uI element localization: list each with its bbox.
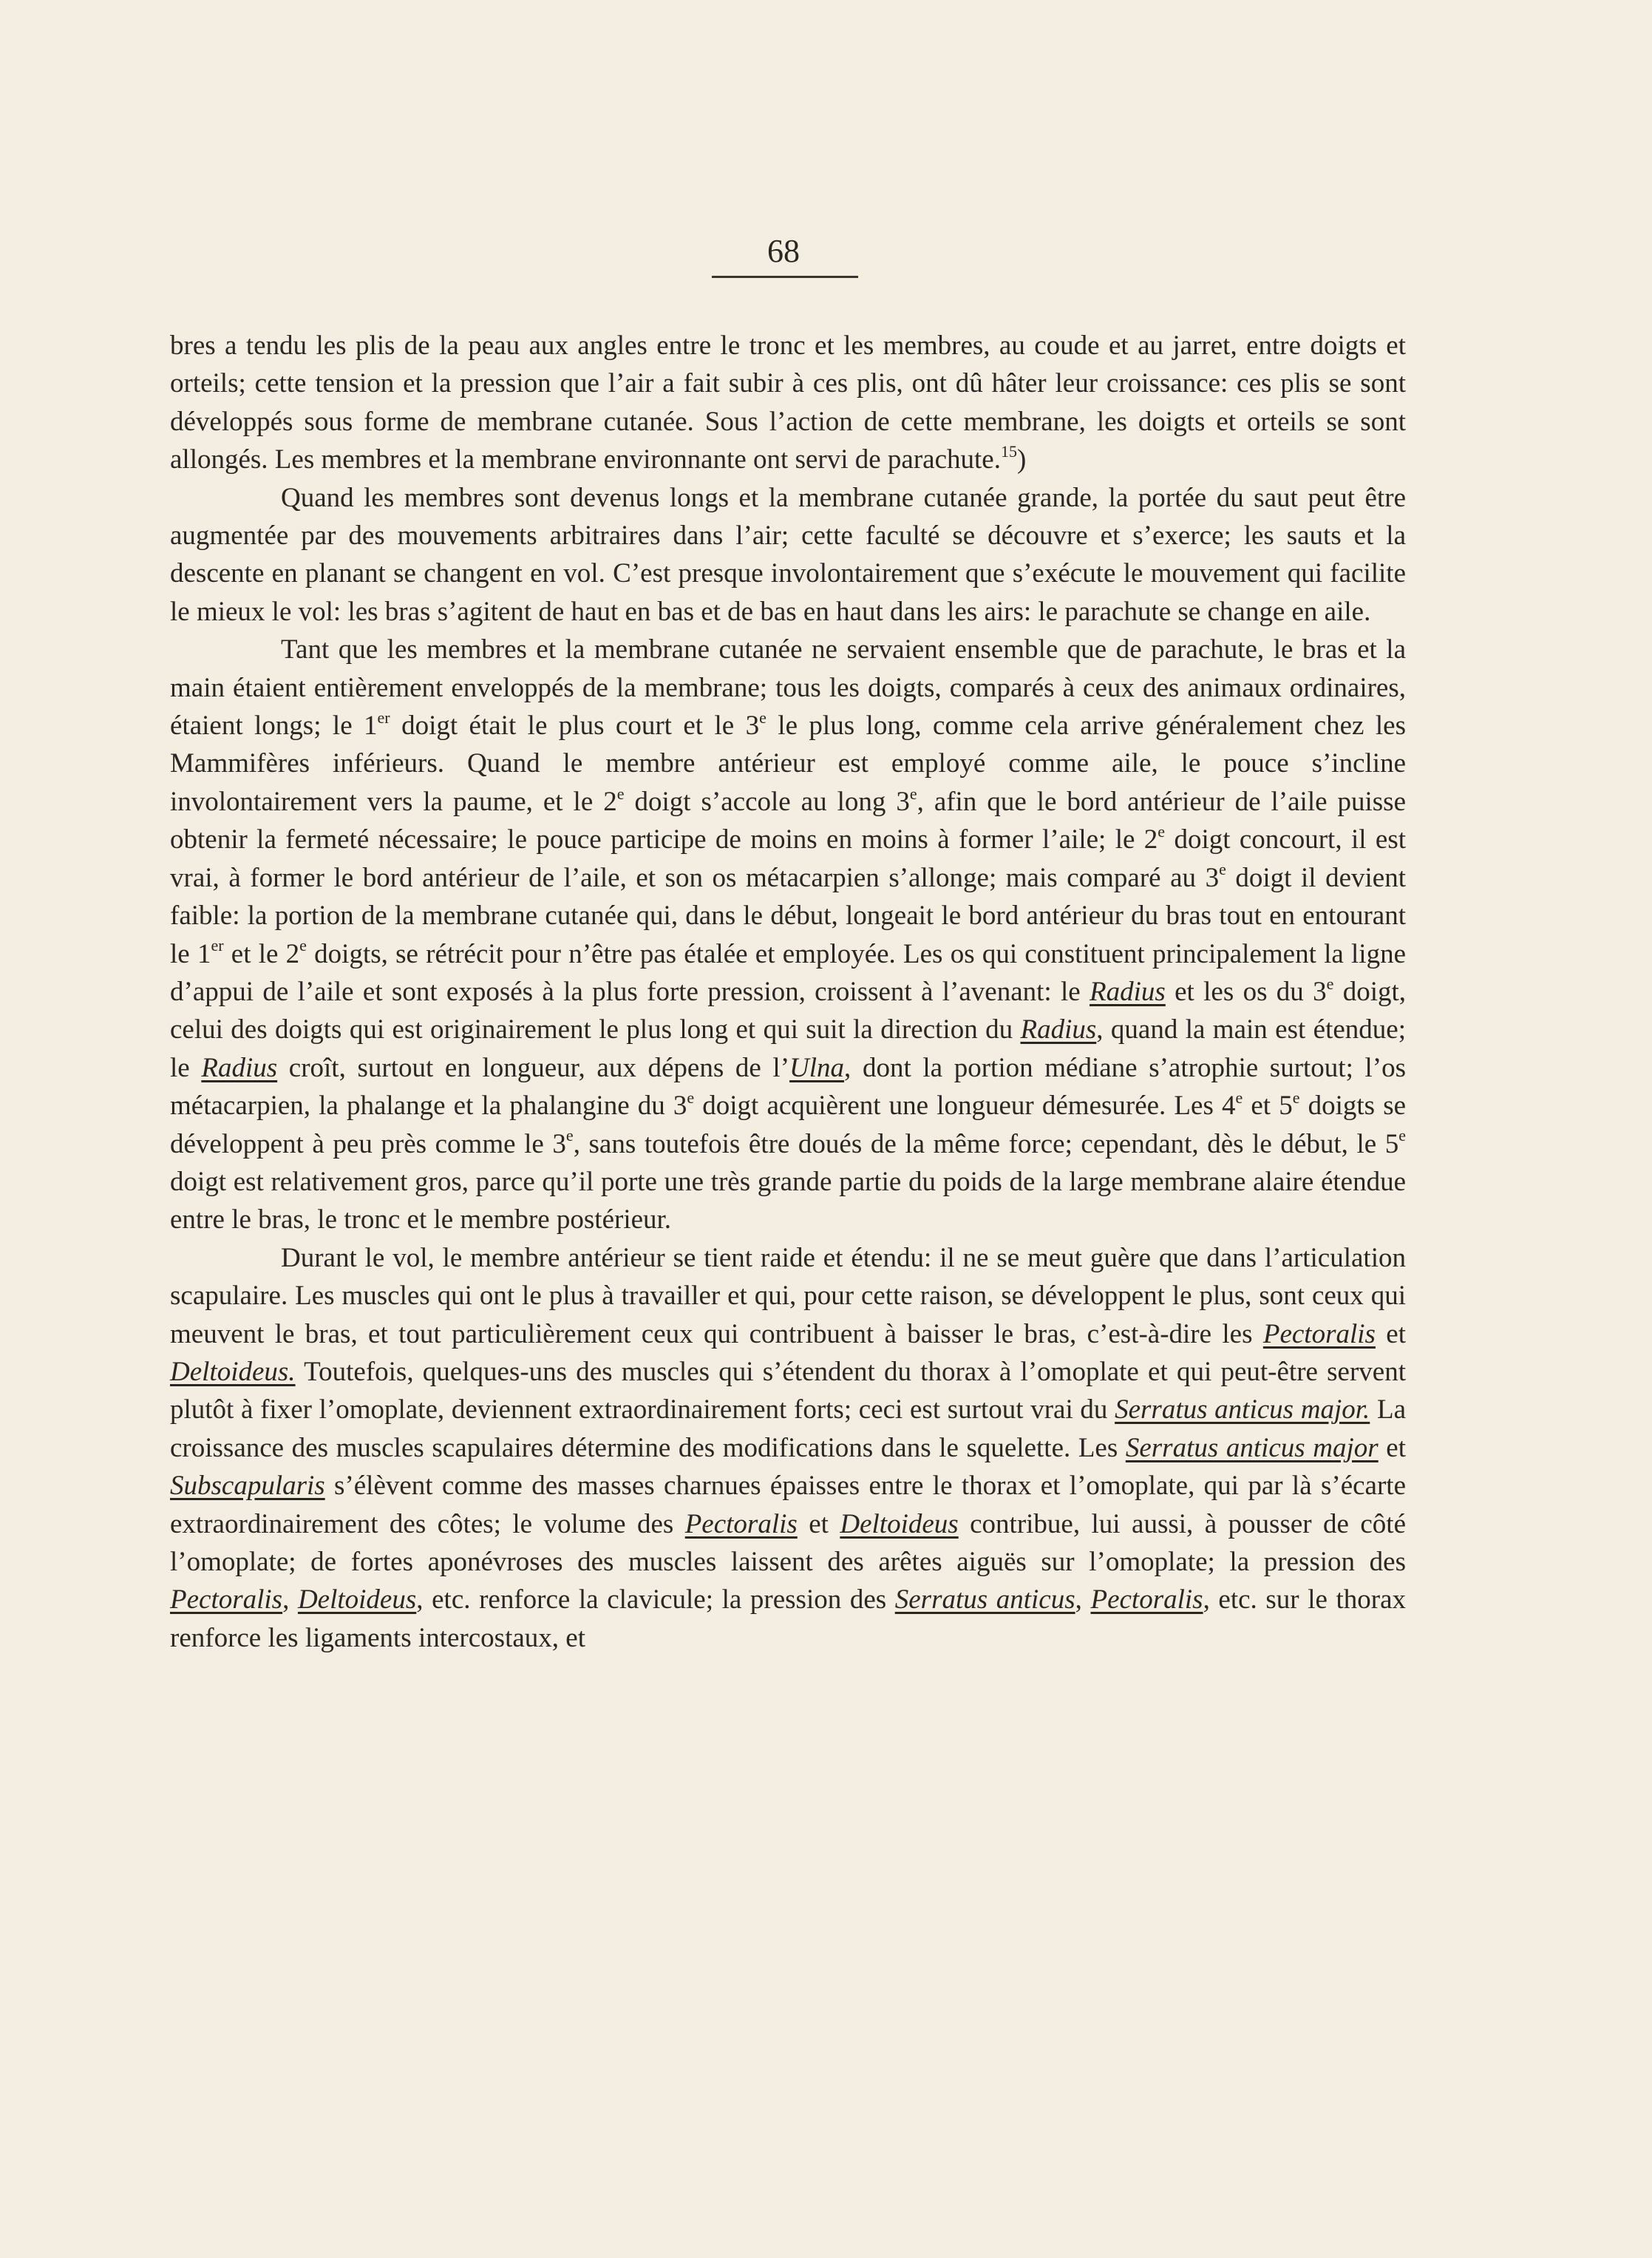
- text-run: La croissance des muscles scapulaires détermine des modifications dans le squelette. Les: [170, 1394, 1406, 1463]
- page-number: 68: [767, 233, 800, 269]
- text-run: et les os du 3: [1165, 976, 1327, 1007]
- superscript: e: [616, 784, 625, 803]
- text-run: et 5: [1243, 1091, 1293, 1122]
- superscript: e: [565, 1126, 574, 1145]
- text-run: , quand la main est étendue; le: [170, 1014, 1406, 1083]
- text-run: , afin que le bord antérieur de l’aile puisse obtenir la fermeté nécessaire; le pouce participe de moins en moins à former l’aile; le 2: [170, 786, 1406, 855]
- superscript: e: [299, 936, 307, 955]
- latin-term: Radius: [1020, 1014, 1097, 1045]
- text-run: bres a tendu les plis de la peau aux angles entre le tronc et les membres, au coude et au jarret, entre doigts et orteils; cette tension et la pression que l’air a fait subir à ces plis, ont dû hâter leur croissance: ces plis se sont développés sous forme de membrane cutanée. Sous l’action de cette membrane, les doigts et orteils se sont allongés. Les membres et la membrane environnante ont servi de parachute.: [170, 330, 1406, 475]
- superscript: e: [687, 1088, 695, 1107]
- body-text: [170, 327, 1406, 1657]
- latin-term: Radius: [201, 1052, 278, 1083]
- text-run: doigt acquièrent une longueur démesurée. Les 4: [694, 1091, 1236, 1122]
- superscript: er: [211, 936, 224, 955]
- text-run: , dont la portion médiane s’atrophie surtout; l’os métacarpien, la phalange et la phalangine du 3: [170, 1052, 1407, 1122]
- latin-term: Pectoralis: [1262, 1318, 1376, 1349]
- paragraph-2: [170, 479, 1406, 631]
- superscript: e: [1235, 1088, 1243, 1107]
- latin-term: Serratus anticus major: [1125, 1432, 1379, 1463]
- superscript: 15: [1000, 441, 1017, 461]
- superscript: e: [759, 708, 766, 727]
- text-run: ,: [282, 1584, 298, 1615]
- superscript: e: [1219, 860, 1226, 879]
- latin-term: Pectoralis: [684, 1508, 798, 1539]
- text-run: , etc. renforce la clavicule; la pression des: [416, 1584, 895, 1615]
- text-run: Durant le vol, le membre antérieur se tient raide et étendu: il ne se meut guère que dans l’articulation scapulaire. Les muscles qui ont le plus à travailler et qui, pour cette raison, se développent le plus, sont ceux qui meuvent le bras, et tout particulièrement ceux qui contribuent à baisser le bras, c’est-à-dire les: [170, 1242, 1406, 1349]
- text-run: ): [1016, 444, 1027, 475]
- paragraph-4: [170, 1239, 1406, 1657]
- superscript: e: [1398, 1126, 1407, 1145]
- text-run: et le 2: [223, 938, 300, 969]
- text-run: doigts, se rétrécit pour n’être pas étalée et employée. Les os qui constituent principalement la ligne d’appui de l’aile et sont exposés à la plus forte pression, croissent à l’avenant: le: [170, 938, 1407, 1007]
- superscript: e: [909, 784, 917, 803]
- latin-term: Serratus anticus major.: [1115, 1394, 1370, 1425]
- latin-term: Deltoideus.: [170, 1356, 296, 1387]
- latin-term: Deltoideus: [297, 1584, 417, 1615]
- text-run: doigt était le plus court et le 3: [390, 711, 760, 742]
- latin-term: Ulna: [789, 1052, 845, 1083]
- text-run: et: [1375, 1318, 1407, 1349]
- text-run: et: [797, 1508, 840, 1539]
- text-run: doigts se développent à peu près comme le 3: [170, 1091, 1407, 1159]
- text-run: , etc. sur le thorax renforce les ligaments intercostaux, et: [170, 1584, 1407, 1653]
- text-run: doigt concourt, il est vrai, à former le bord antérieur de l’aile, et son os métacarpien s’allonge; mais comparé au 3: [170, 824, 1407, 893]
- superscript: e: [1292, 1088, 1300, 1107]
- latin-term: Pectoralis: [1090, 1584, 1203, 1615]
- text-run: doigt, celui des doigts qui est originairement le plus long et qui suit la direction du: [170, 976, 1407, 1045]
- latin-term: Deltoideus: [840, 1508, 959, 1539]
- superscript: e: [1326, 974, 1334, 993]
- text-run: ,: [1075, 1584, 1091, 1615]
- paragraph-3: [170, 631, 1406, 1239]
- text-run: doigt il devient faible: la portion de la membrane cutanée qui, dans le début, longeait le bord antérieur du bras tout en entourant le 1: [170, 862, 1406, 969]
- latin-term: Radius: [1090, 976, 1166, 1007]
- latin-term: Subscapularis: [170, 1471, 325, 1502]
- superscript: er: [377, 708, 390, 727]
- paragraph-1: [170, 327, 1406, 479]
- latin-term: Pectoralis: [170, 1584, 283, 1615]
- text-run: doigt s’accole au long 3: [624, 786, 910, 817]
- text-run: contribue, lui aussi, à pousser de côté l’omoplate; de fortes aponévroses des muscles laissent des arêtes aiguës sur l’omoplate; la pression des: [170, 1508, 1407, 1577]
- text-run: Tant que les membres et la membrane cutanée ne servaient ensemble que de parachute, le bras et la main étaient entièrement enveloppés de la membrane; tous les doigts, comparés à ceux des animaux ordinaires, étaient longs; le 1: [170, 634, 1406, 742]
- text-run: le plus long, comme cela arrive généralement chez les Mammifères inférieurs. Quand le membre antérieur est employé comme aile, le pouce s’incline involontairement vers la paume, et le 2: [170, 711, 1406, 817]
- text-run: Quand les membres sont devenus longs et la membrane cutanée grande, la portée du saut peut être augmentée par des mouvements arbitraires dans l’air; cette faculté se découvre et s’exerce; les sauts et la descente en planant se changent en vol. C’est presque involontairement que s’exécute le mouvement qui facilite le mieux le vol: les bras s’agitent de haut en bas et de bas en haut dans les airs: le parachute se change en aile.: [170, 482, 1406, 627]
- latin-term: Serratus anticus: [894, 1584, 1075, 1615]
- text-run: , sans toutefois être doués de la même force; cependant, dès le début, le 5: [573, 1128, 1399, 1159]
- text-run: croît, surtout en longueur, aux dépens de l’: [277, 1052, 790, 1083]
- text-run: s’élèvent comme des masses charnues épaisses entre le thorax et l’omoplate, qui par là s’écarte extraordinairement des côtes; le volume des: [170, 1471, 1406, 1539]
- header-rule: [712, 276, 858, 278]
- superscript: e: [1158, 821, 1166, 841]
- text-run: Toutefois, quelques-uns des muscles qui s’étendent du thorax à l’omoplate et qui peut-être servent plutôt à fixer l’omoplate, deviennent extraordinairement forts; ceci est surtout vrai du: [170, 1356, 1406, 1425]
- text-run: doigt est relativement gros, parce qu’il porte une très grande partie du poids de la large membrane alaire étendue entre le bras, le tronc et le membre postérieur.: [170, 1166, 1406, 1235]
- text-run: et: [1378, 1432, 1406, 1463]
